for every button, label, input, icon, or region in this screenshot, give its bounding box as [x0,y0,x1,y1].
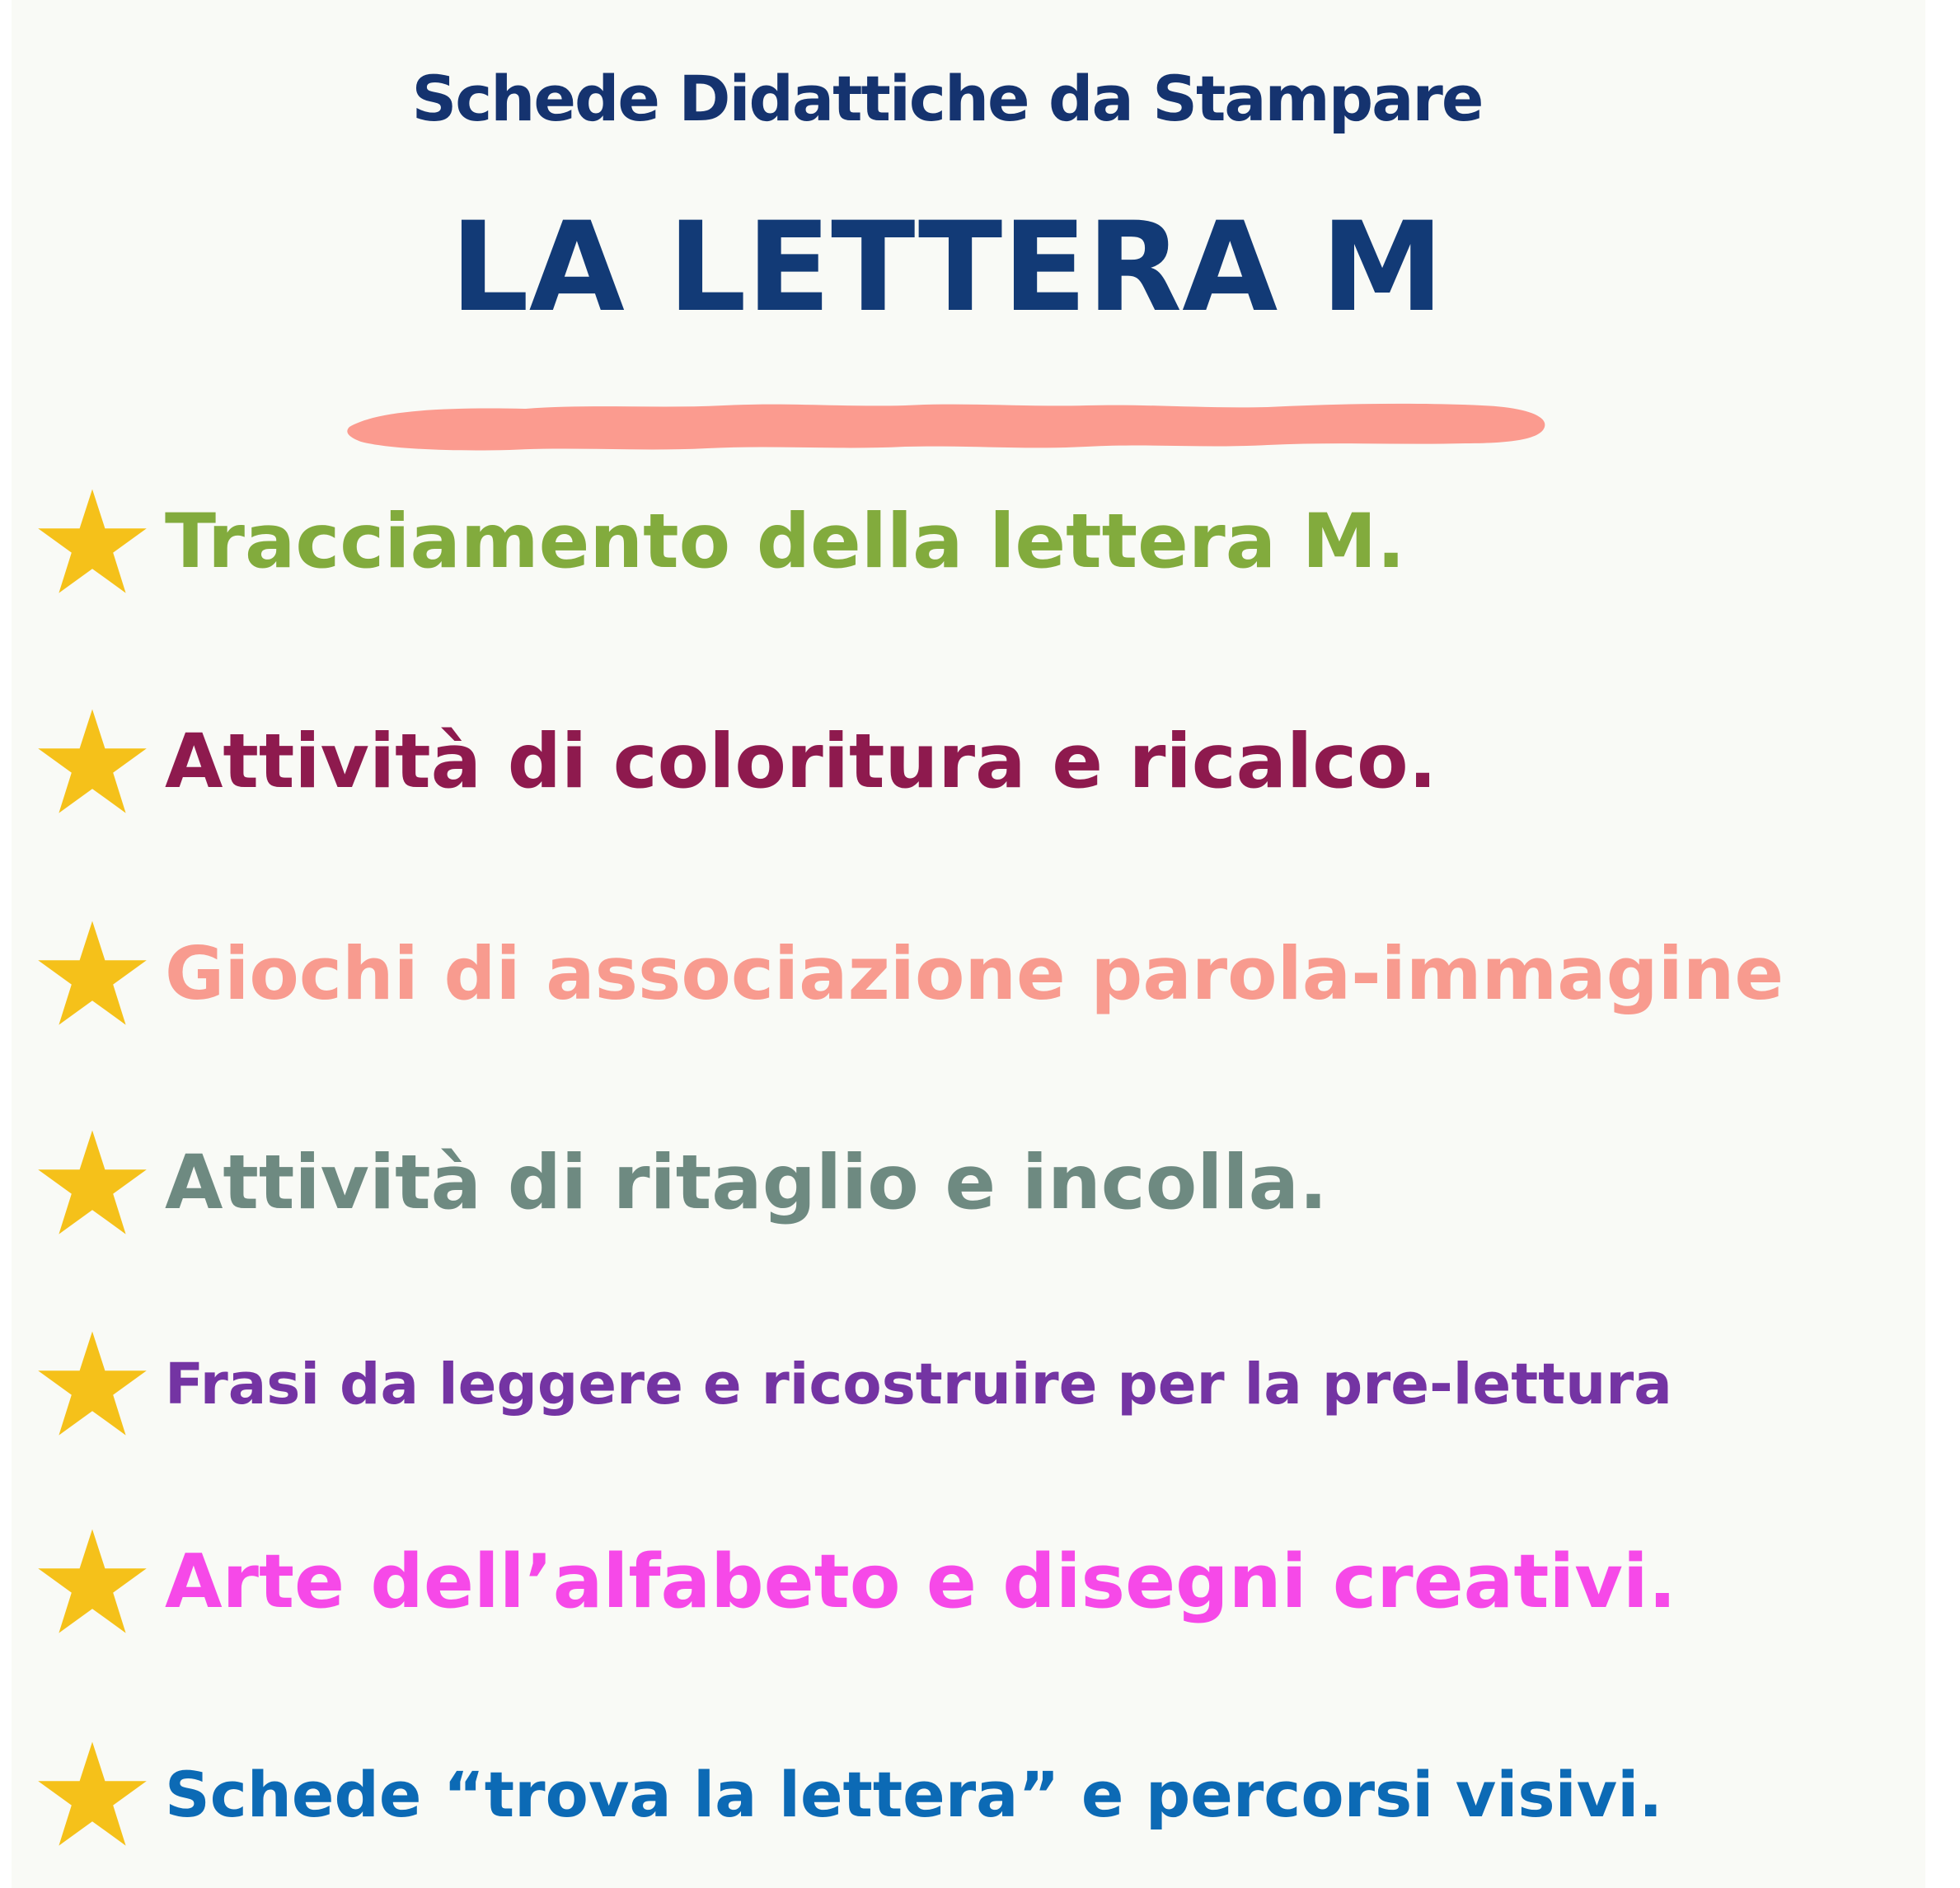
list-item [12,916,1960,1040]
star-icon [35,705,150,820]
list-item [12,1327,1960,1450]
worksheet-sheet [12,0,1925,1888]
brush-stroke-divider [345,399,1550,453]
list-item [12,1126,1960,1249]
list-item-text: Attività di coloritura e ricalco. [165,719,1437,805]
star-icon [35,1737,150,1853]
star-icon [35,1525,150,1640]
page-subtitle: Schede Didattiche da Stampare [411,62,1483,135]
star-icon [35,1126,150,1241]
list-item-text: Tracciamento della lettera M. [165,499,1405,585]
list-item [12,1525,1960,1648]
list-item-text: Schede “trova la lettera” e percorsi visivi. [165,1758,1663,1831]
list-item [12,1737,1960,1861]
list-item-text: Arte dell’alfabeto e disegni creativi. [165,1539,1676,1625]
list-item-text: Attività di ritaglio e incolla. [165,1140,1328,1226]
star-icon [35,485,150,600]
list-item-text: Frasi da leggere e ricostruire per la pre-lettura [165,1352,1672,1417]
list-item [12,705,1960,828]
page-title: LA LETTERA M [450,196,1444,340]
list-item [12,485,1960,608]
list-item-text: Giochi di associazione parola-immagine [165,931,1784,1016]
star-icon [35,1327,150,1442]
star-icon [35,916,150,1032]
